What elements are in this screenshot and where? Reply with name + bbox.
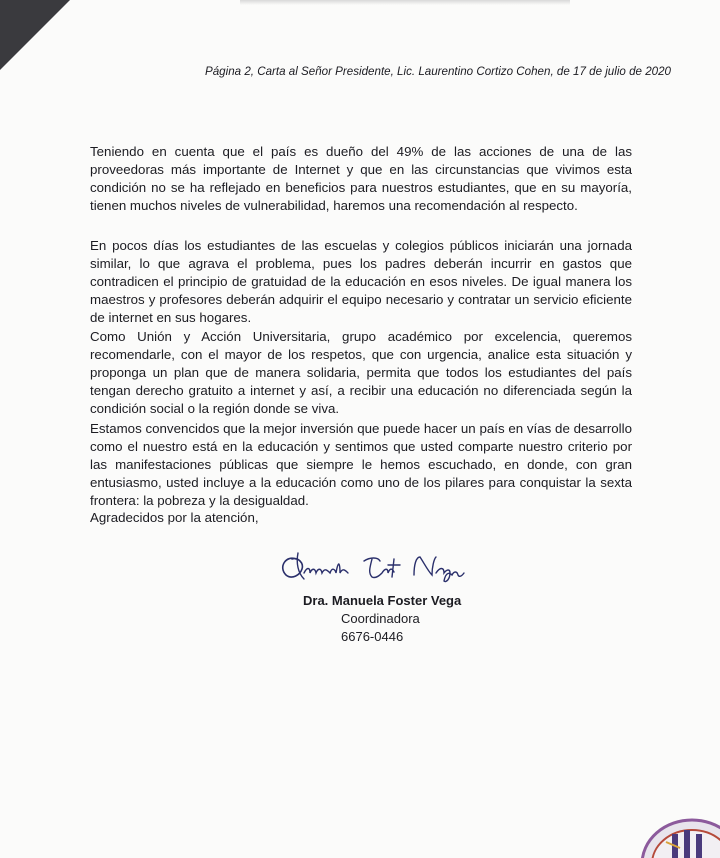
page-header: Página 2, Carta al Señor Presidente, Lic. Laurentino Cortizo Cohen, de 17 de julio de 2020 [205,65,671,78]
paragraph-1: Teniendo en cuenta que el país es dueño del 49% de las acciones de una de las proveedoras más importante de Internet y que en las circunstancias que vivimos esta condición no se ha reflejado en beneficios para nuestros estudiantes, que en su mayoría, tienen muchos niveles de vulnerabilidad, haremos una recomendación al respecto. [90,144,632,213]
signer-phone: 6676-0446 [341,629,404,644]
handwritten-signature [274,545,474,591]
page-edge-shadow [240,0,570,5]
paragraph-3: Como Unión y Acción Universitaria, grupo académico por excelencia, queremos recomendarle, con el mayor de los respetos, que con urgencia, analice esta situación y proponga un plan que de manera solidaria, permita que todos los estudiantes del país tengan derecho gratuito a internet y así, a recibir una educación no diferenciada según la condición social o la región donde se viva. [90,329,632,416]
paragraph-2: En pocos días los estudiantes de las escuelas y colegios públicos iniciarán una jornada similar, lo que agrava el problema, pues los padres deberán incurrir en gastos que contradicen el principio de gratuidad de la educación en esos niveles. De igual manera los maestros y profesores deberán adquirir el equipo necesario y contratar un servicio eficiente de internet en sus hogares. [90,238,632,325]
paragraph-4: Estamos convencidos que la mejor inversión que puede hacer un país en vías de desarrollo como el nuestro está en la educación y sentimos que usted comparte nuestro criterio por las manifestaciones públicas que siempre le hemos escuchado, en donde, con gran entusiasmo, usted incluye a la educación como uno de los pilares para conquistar la sexta frontera: la pobreza y la desigualdad. [90,421,632,508]
page-corner-shadow [0,0,70,70]
signer-role: Coordinadora [341,611,420,626]
closing-line: Agradecidos por la atención, [90,510,259,525]
signer-name: Dra. Manuela Foster Vega [303,593,462,608]
seal-fragment [636,812,720,858]
